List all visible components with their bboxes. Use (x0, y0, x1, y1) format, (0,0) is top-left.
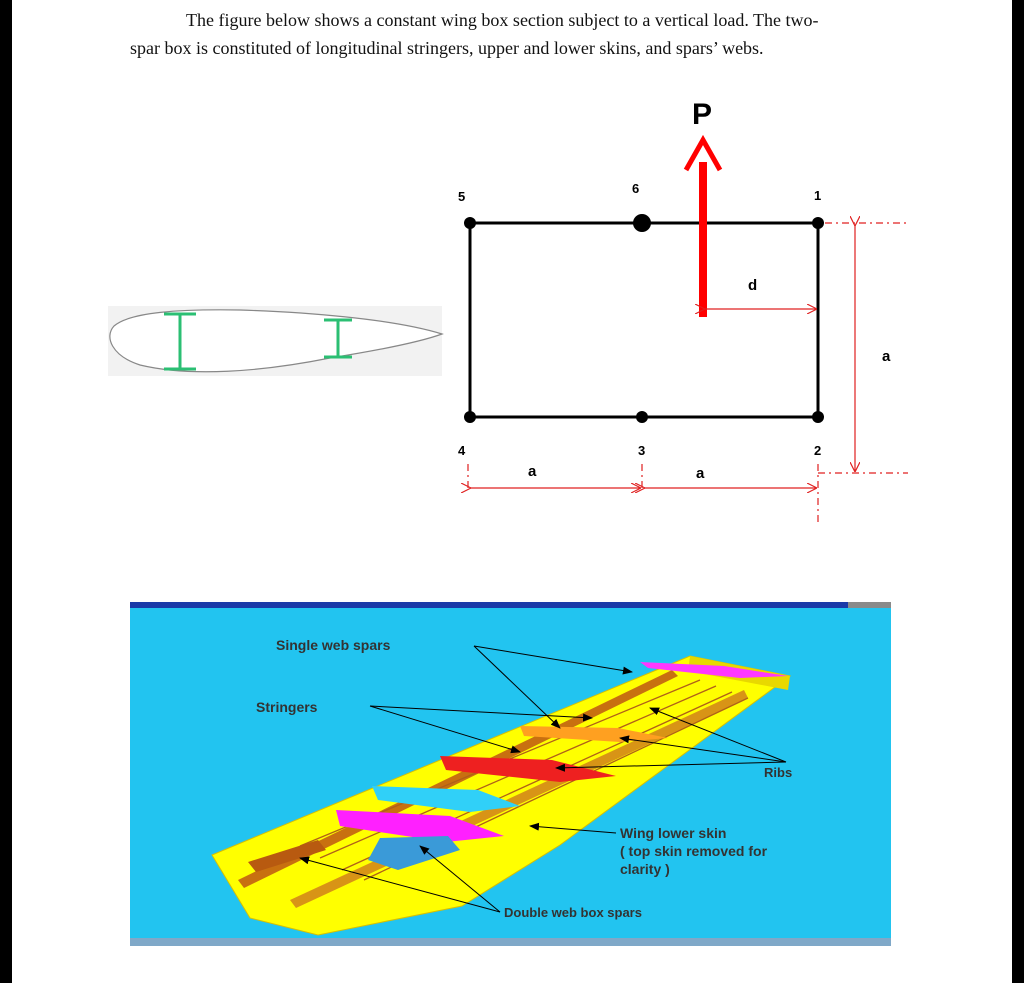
illustration-titlebar (130, 602, 891, 608)
label-lower-skin-line-1: Wing lower skin (620, 825, 727, 841)
dim-d-label: d (748, 277, 758, 294)
wing-structure-illustration (130, 602, 891, 946)
node-label-1: 1 (814, 188, 822, 203)
dim-height-label: a (882, 348, 891, 365)
node-4 (464, 411, 476, 423)
load-arrow (686, 140, 720, 317)
dim-width-right-label: a (696, 465, 705, 482)
illustration-bottom-bar (130, 938, 891, 946)
node-1 (812, 217, 824, 229)
load-label-p: P (692, 98, 713, 131)
node-label-4: 4 (458, 443, 466, 458)
label-double-web-box-spars: Double web box spars (504, 905, 642, 920)
intro-line-2: spar box is constituted of longitudinal stringers, upper and lower skins, and spars’ webs. (130, 38, 764, 58)
node-label-2: 2 (814, 443, 822, 458)
node-3 (636, 411, 648, 423)
label-ribs: Ribs (764, 765, 793, 780)
node-label-6: 6 (632, 181, 640, 196)
airfoil-sketch (108, 306, 442, 376)
dim-width-left-label: a (528, 463, 537, 480)
label-single-web-spars: Single web spars (276, 637, 391, 653)
label-lower-skin-line-3: clarity ) (620, 861, 670, 877)
illustration-window-controls (848, 602, 891, 608)
label-lower-skin-line-2: ( top skin removed for (620, 843, 768, 859)
node-label-3: 3 (638, 443, 646, 458)
intro-line-1: The figure below shows a constant wing box section subject to a vertical load. The two- (186, 10, 819, 30)
node-6 (633, 214, 651, 232)
wing-box-diagram (458, 98, 908, 522)
node-5 (464, 217, 476, 229)
node-label-5: 5 (458, 189, 466, 204)
box-outline (470, 223, 818, 417)
label-stringers: Stringers (256, 699, 318, 715)
node-2 (812, 411, 824, 423)
